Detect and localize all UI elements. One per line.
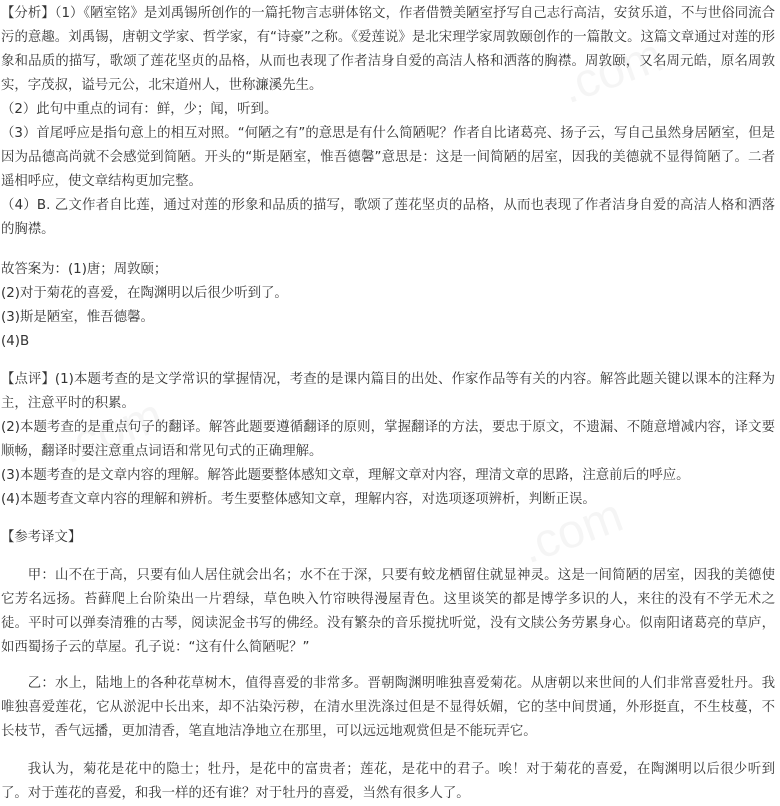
translation-yi: 乙：水上，陆地上的各种花草树木，值得喜爱的非常多。晋朝陶渊明唯独喜爱菊花。从唐朝以来世间的人们非常喜爱牡丹。我唯独喜爱莲花，它从淤泥中长出来，却不沾染污秽，在清水里洗涤过但是不显得妖媚，它的茎中间贯通，外形挺直，不生枝蔓，不长枝节，香气远播，更加清香，笔直地洁净地立在那里，可以远远地观赏但是不能玩弄它。 (1, 676, 775, 739)
translation-conclusion: 我认为，菊花是花中的隐士；牡丹，是花中的富贵者；莲花，是花中的君子。唉！对于菊花的喜爱，在陶渊明以后很少听到了。对于莲花的喜爱，和我一样的还有谁？对于牡丹的喜爱，当然有很多人了。 (1, 762, 775, 801)
analysis-p2: （2）此句中重点的词有：鲜，少；闻，听到。 (1, 102, 278, 117)
review-r3: (3)本题考查的是文章内容的理解。解答此题要整体感知文章，理解文章对内容，理清文章的思路，注意前后的呼应。 (1, 468, 690, 483)
translation-jia: 甲：山不在于高，只要有仙人居住就会出名；水不在于深，只要有蛟龙栖留住就显神灵。这是一间简陋的居室，因我的美德使它芳名远扬。苔藓爬上台阶染出一片碧绿，草色映入竹帘映得漫屋青色。这里谈笑的都是博学多识的人，来往的没有不学无术之徒。平时可以弹奏清雅的古琴，阅读泥金书写的佛经。没有繁杂的音乐搅扰听觉，没有文牍公务劳累身心。似南阳诸葛亮的草庐，如西蜀扬子云的草屋。孔子说：“这有什么简陋呢？” (1, 568, 775, 655)
answer-4: (4)B (1, 334, 30, 349)
answer-2: (2)对于菊花的喜爱，在陶渊明以后很少听到了。 (1, 286, 288, 301)
answer-1: 故答案为：(1)唐；周敦颐； (1, 262, 168, 277)
review-r4: (4)本题考查文章内容的理解和辨析。考生要整体感知文章，理解内容，对选项逐项辨析，判断正误。 (1, 492, 596, 507)
analysis-p1: 【分析】（1）《陋室铭》是刘禹锡所创作的一篇托物言志骈体铭文，作者借赞美陋室抒写自己志行高洁，安贫乐道，不与世俗同流合污的意趣。刘禹锡，唐朝文学家、哲学家，有“诗豪”之称。《爱莲说》是北宋理学家周敦颐创作的一篇散文。这篇文章通过对莲的形象和品质的描写，歌颂了莲花坚贞的品格，从而也表现了作者洁身自爱的高洁人格和洒落的胸襟。周敦颐，又名周元皓，原名周敦实，字茂叔，谥号元公，北宋道州人，世称濂溪先生。 (1, 6, 775, 93)
answer-3: (3)斯是陋室，惟吾德馨。 (1, 310, 154, 325)
translation-heading: 【参考译文】 (1, 530, 82, 545)
analysis-p4: （4）B. 乙文作者自比莲，通过对莲的形象和品质的描写，歌颂了莲花坚贞的品格，从而也表现了作者洁身自爱的高洁人格和洒落的胸襟。 (1, 198, 775, 237)
review-r1: 【点评】(1)本题考查的是文学常识的掌握情况，考查的是课内篇目的出处、作家作品等有关的内容。解答此题关键以课本的注释为主，注意平时的积累。 (1, 372, 775, 411)
review-r2: (2)本题考查的是重点句子的翻译。解答此题要遵循翻译的原则，掌握翻译的方法，要忠于原文，不遗漏、不随意增减内容，译文要顺畅，翻译时要注意重点词语和常见句式的正确理解。 (1, 420, 775, 459)
analysis-p3: （3）首尾呼应是指句意上的相互对照。“何陋之有”的意思是有什么简陋呢？作者自比诸葛亮、扬子云，写自己虽然身居陋室，但是因为品德高尚就不会感觉到简陋。开头的“斯是陋室，惟吾德馨”意思是：这是一间简陋的居室，因我的美德就不显得简陋了。二者遥相呼应，使文章结构更加完整。 (1, 126, 775, 189)
